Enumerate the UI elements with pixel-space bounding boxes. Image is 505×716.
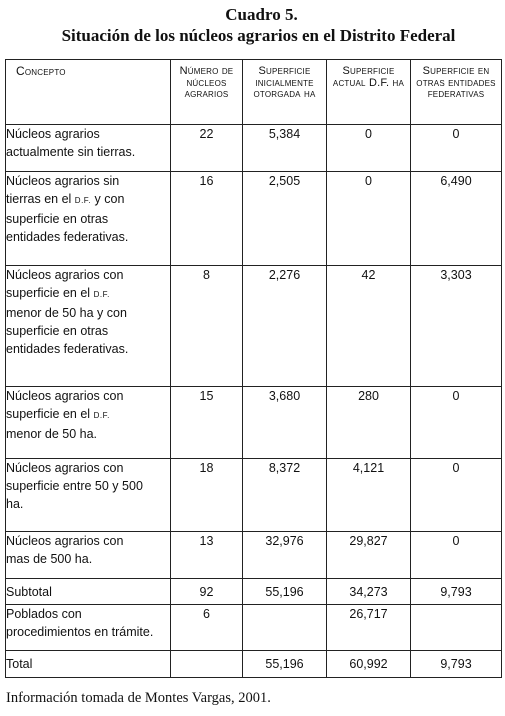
row-sup-inicial: 32,976 <box>243 532 327 579</box>
row-concepto: Poblados con procedimientos en trámite. <box>6 605 171 651</box>
row-numero: 8 <box>171 266 243 387</box>
caption-number: Cuadro 5. <box>225 5 298 24</box>
df-abbrev: D.F. <box>93 290 110 299</box>
row-concepto: Núcleos agrarios actualmente sin tierras. <box>6 125 171 172</box>
table-row <box>6 172 502 266</box>
row-sup-otras <box>411 605 502 651</box>
row-numero: 22 <box>171 125 243 172</box>
row-sup-actual: 280 <box>327 387 411 459</box>
header-sup-inicial: Superficie inicialmente otorgada ha <box>243 60 327 125</box>
row-sup-otras: 0 <box>411 125 502 172</box>
row-concepto: Núcleos agrarios con superficie entre 50 y 500 ha. <box>6 459 171 532</box>
row-sup-otras: 0 <box>411 387 502 459</box>
row-sup-inicial: 8,372 <box>243 459 327 532</box>
row-concepto: Núcleos agrarios con superficie en el D.F. menor de 50 ha y con superficie en otras entidades federativas. <box>6 266 171 387</box>
header-sup-otras: Superficie en otras entidades federativas <box>411 60 502 125</box>
table-caption <box>0 4 505 46</box>
df-abbrev: D.F. <box>74 196 92 205</box>
row-sup-actual: 0 <box>327 172 411 266</box>
row-concepto: Núcleos agrarios con superficie en el D.F. menor de 50 ha. <box>6 387 171 459</box>
row-sup-otras: 9,793 <box>411 579 502 605</box>
table-row <box>6 125 502 172</box>
row-numero: 15 <box>171 387 243 459</box>
row-concepto: Núcleos agrarios con mas de 500 ha. <box>6 532 171 579</box>
row-numero: 16 <box>171 172 243 266</box>
row-concepto: Subtotal <box>6 579 171 605</box>
row-numero <box>171 651 243 678</box>
caption-title: Situación de los núcleos agrarios en el Distrito Federal <box>61 26 456 45</box>
row-sup-inicial: 55,196 <box>243 579 327 605</box>
row-sup-otras: 9,793 <box>411 651 502 678</box>
row-sup-actual: 4,121 <box>327 459 411 532</box>
header-row <box>6 60 502 125</box>
row-sup-actual: 0 <box>327 125 411 172</box>
subtotal-row <box>6 579 502 605</box>
row-sup-actual: 29,827 <box>327 532 411 579</box>
df-abbrev: D.F. <box>93 411 110 420</box>
row-sup-otras: 0 <box>411 532 502 579</box>
header-concepto: Concepto <box>6 60 171 125</box>
row-sup-inicial: 2,505 <box>243 172 327 266</box>
row-numero: 13 <box>171 532 243 579</box>
header-sup-actual: Superficie actual D.F. ha <box>327 60 411 125</box>
row-sup-inicial: 55,196 <box>243 651 327 678</box>
row-sup-actual: 42 <box>327 266 411 387</box>
row-sup-otras: 3,303 <box>411 266 502 387</box>
source-note: Información tomada de Montes Vargas, 2001. <box>6 690 271 706</box>
row-sup-actual: 26,717 <box>327 605 411 651</box>
table-row <box>6 266 502 387</box>
row-numero: 6 <box>171 605 243 651</box>
row-numero: 92 <box>171 579 243 605</box>
row-sup-inicial: 3,680 <box>243 387 327 459</box>
table-row <box>6 387 502 459</box>
row-sup-actual: 34,273 <box>327 579 411 605</box>
table-row <box>6 459 502 532</box>
agrarian-nuclei-table <box>5 59 502 678</box>
row-concepto: Total <box>6 651 171 678</box>
row-sup-inicial: 2,276 <box>243 266 327 387</box>
row-sup-otras: 0 <box>411 459 502 532</box>
row-sup-actual: 60,992 <box>327 651 411 678</box>
row-sup-inicial <box>243 605 327 651</box>
row-sup-otras: 6,490 <box>411 172 502 266</box>
row-sup-inicial: 5,384 <box>243 125 327 172</box>
row-concepto: Núcleos agrarios sin tierras en el D.F. y con superficie en otras entidades federativas. <box>6 172 171 266</box>
row-numero: 18 <box>171 459 243 532</box>
table-row <box>6 605 502 651</box>
total-row <box>6 651 502 678</box>
table-row <box>6 532 502 579</box>
header-numero: Número de núcleos agrarios <box>171 60 243 125</box>
